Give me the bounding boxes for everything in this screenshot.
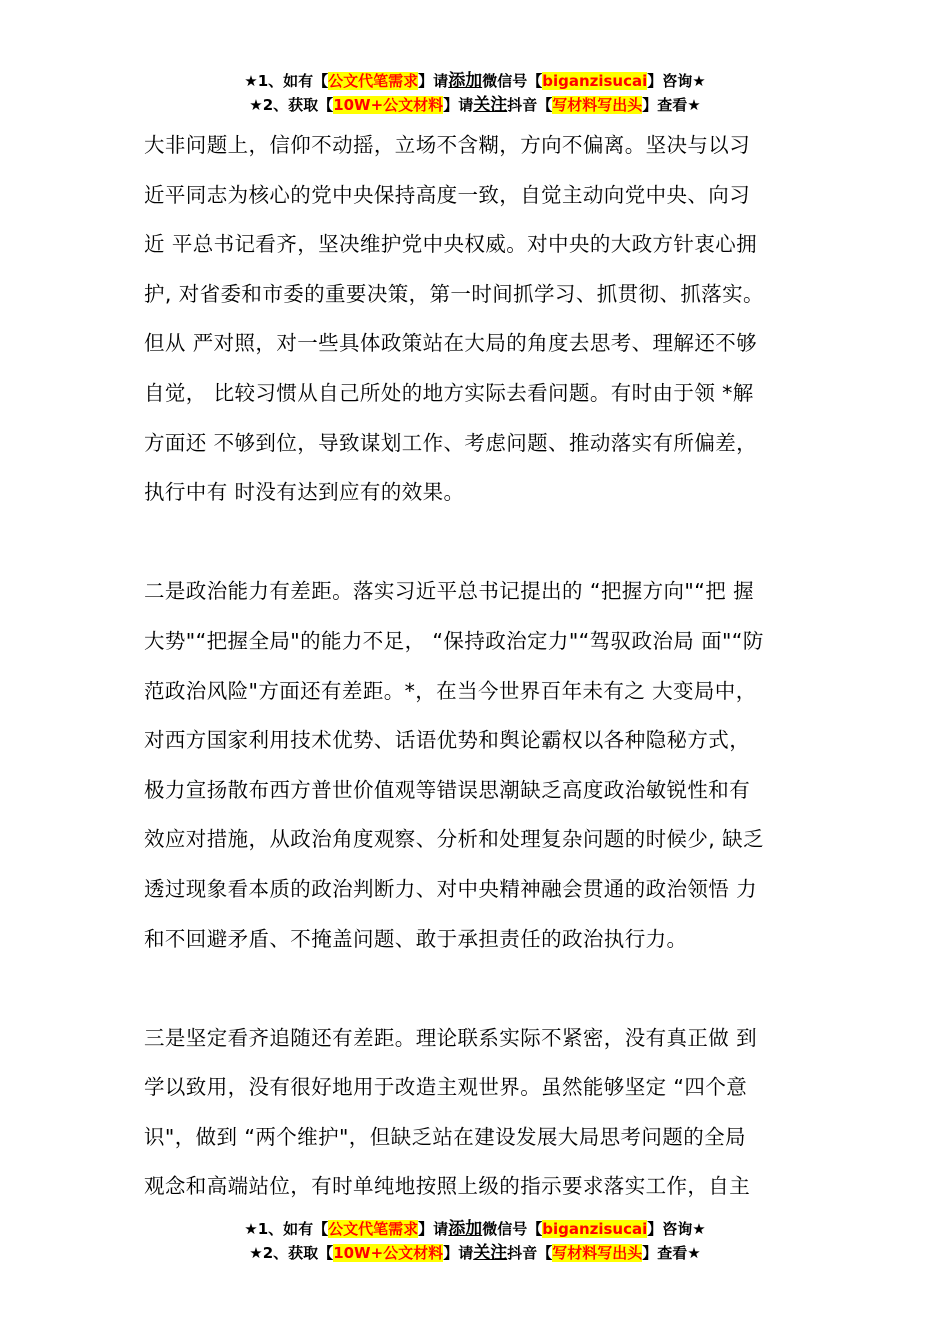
banner-text: ★2、获取【 (249, 96, 334, 114)
banner-text: 】请 (443, 1244, 474, 1262)
banner-douyin-id: 写材料写出头 (552, 1244, 643, 1262)
banner-line-1 (0, 69, 950, 93)
banner-line-2 (0, 93, 950, 117)
text-line: 护, 对省委和市委的重要决策，第一时间抓学习、抓贯彻、抓落实。 (144, 281, 764, 306)
banner-text: 】查看★ (642, 1244, 701, 1262)
header-banner (0, 69, 950, 117)
banner-douyin-id: 写材料写出头 (552, 96, 643, 114)
text-line: 执行中有 时没有达到应有的效果。 (144, 480, 465, 505)
banner-line-1 (0, 1217, 950, 1241)
text-line: 方面还 不够到位，导致谋划工作、考虑问题、推动落实有所偏差， (144, 430, 758, 455)
text-line: 透过现象看本质的政治判断力、对中央精神融会贯通的政治领悟 力 (144, 876, 758, 901)
banner-underlined: 关注 (473, 1243, 508, 1263)
document-body (144, 121, 808, 1212)
banner-text: 】请 (443, 96, 474, 114)
text-line: 和不回避矛盾、不掩盖问题、敢于承担责任的政治执行力。 (144, 926, 688, 951)
banner-text: 抖音【 (507, 1244, 553, 1262)
banner-underlined: 关注 (473, 95, 508, 115)
banner-text: 】咨询★ (647, 72, 706, 90)
text-line: 三是坚定看齐追随还有差距。理论联系实际不紧密，没有真正做 到 (144, 1025, 758, 1050)
banner-underlined: 添加 (448, 1219, 483, 1239)
text-line: 近平同志为核心的党中央保持高度一致，自觉主动向党中央、向习 (144, 182, 751, 207)
text-line: 对西方国家利用技术优势、话语优势和舆论霸权以各种隐秘方式， (144, 728, 751, 753)
text-line: 识"，做到 “两个维护"，但缺乏站在建设发展大局思考问题的全局 (144, 1124, 746, 1149)
banner-text: 】咨询★ (647, 1220, 706, 1238)
text-line: 近 平总书记看齐，坚决维护党中央权威。对中央的大政方针衷心拥 (144, 232, 758, 257)
text-line: 极力宣扬散布西方普世价值观等错误思潮缺乏高度政治敏锐性和有 (144, 777, 751, 802)
banner-text: ★2、获取【 (249, 1244, 334, 1262)
text-line: 效应对措施，从政治角度观察、分析和处理复杂问题的时候少, 缺乏 (144, 827, 764, 852)
paragraph-3 (144, 1014, 808, 1212)
paragraph-2 (144, 567, 808, 964)
banner-wechat-id: biganzisucai (542, 72, 648, 90)
banner-text: 微信号【 (482, 1220, 543, 1238)
text-line: 大势"“把握全局"的能力不足， “保持政治定力"“驾驭政治局 面"“防 (144, 628, 764, 653)
banner-text: ★1、如有【 (244, 72, 329, 90)
text-line: 学以致用，没有很好地用于改造主观世界。虽然能够坚定 “四个意 (144, 1075, 748, 1100)
text-line: 范政治风险"方面还有差距。*，在当今世界百年未有之 大变局中， (144, 678, 757, 703)
banner-highlight: 公文代笔需求 (328, 72, 419, 90)
banner-highlight: 10W+公文材料 (333, 1244, 444, 1262)
paragraph-1 (144, 121, 808, 518)
banner-text: 】查看★ (642, 96, 701, 114)
banner-highlight: 公文代笔需求 (328, 1220, 419, 1238)
text-line: 但从 严对照，对一些具体政策站在大局的角度去思考、理解还不够 (144, 331, 758, 356)
text-line: 自觉， 比较习惯从自己所处的地方实际去看问题。有时由于领 *解 (144, 380, 754, 405)
banner-highlight: 10W+公文材料 (333, 96, 444, 114)
banner-text: 】请 (418, 72, 449, 90)
banner-wechat-id: biganzisucai (542, 1220, 648, 1238)
banner-text: 抖音【 (507, 96, 553, 114)
banner-text: ★1、如有【 (244, 1220, 329, 1238)
banner-text: 】请 (418, 1220, 449, 1238)
text-line: 观念和高端站位，有时单纯地按照上级的指示要求落实工作，自主 (144, 1174, 751, 1199)
text-line: 二是政治能力有差距。落实习近平总书记提出的 “把握方向"“把 握 (144, 579, 755, 604)
banner-text: 微信号【 (482, 72, 543, 90)
text-line: 大非问题上，信仰不动摇，立场不含糊，方向不偏离。坚决与以习 (144, 133, 751, 157)
footer-banner (0, 1217, 950, 1265)
banner-line-2 (0, 1241, 950, 1265)
banner-underlined: 添加 (448, 71, 483, 91)
